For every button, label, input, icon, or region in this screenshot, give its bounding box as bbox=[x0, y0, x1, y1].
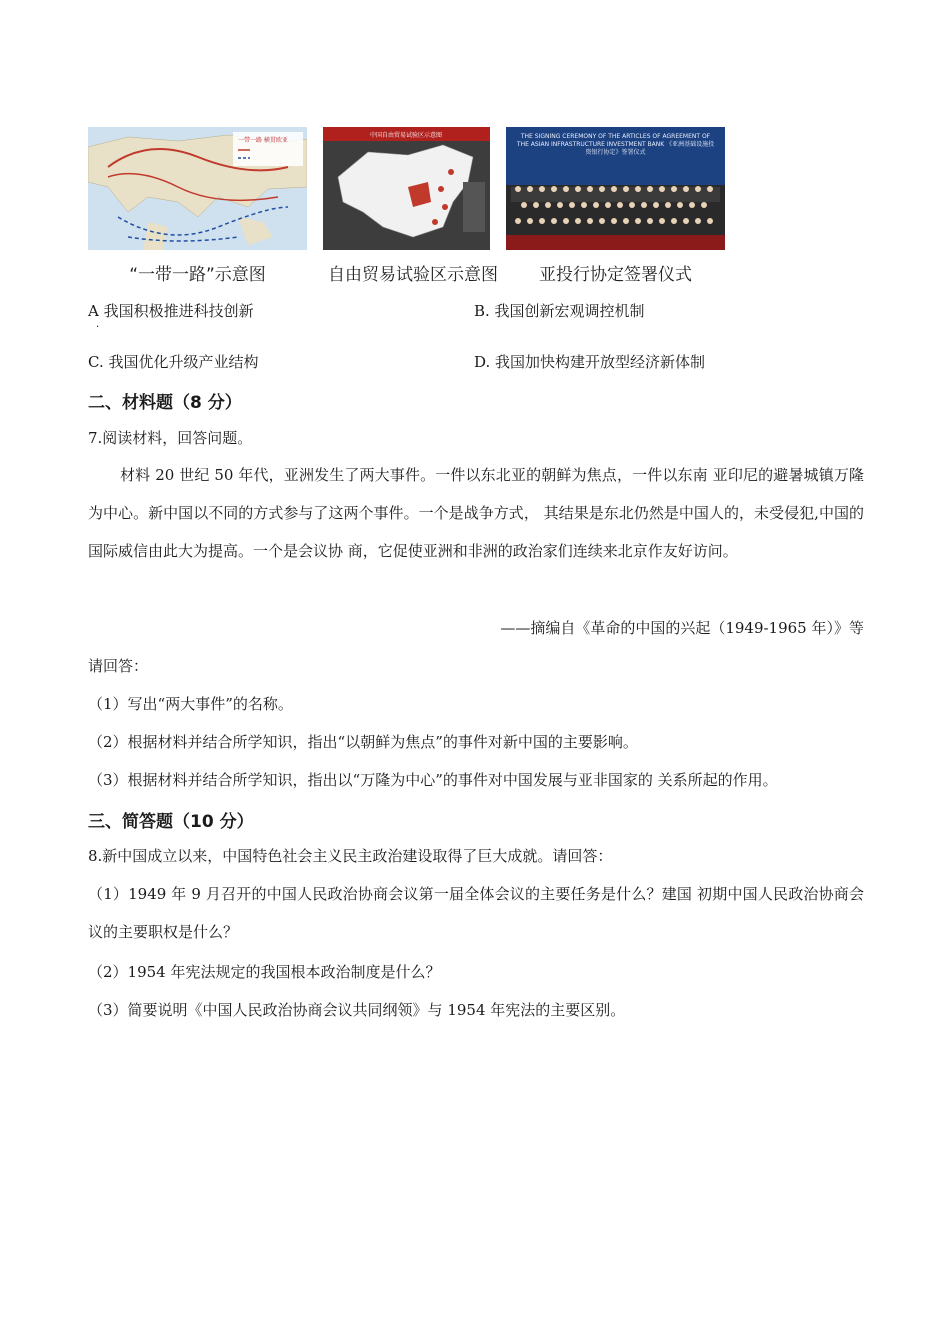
section3-title: 三、简答题（10 分） bbox=[88, 812, 254, 832]
option-c: C. 我国优化升级产业结构 bbox=[88, 353, 259, 371]
option-a-dot: · bbox=[96, 322, 100, 333]
figure-caption-belt-road: “一带一路”示意图 bbox=[129, 265, 266, 285]
question-8-2: （2）1954 年宪法规定的我国根本政治制度是什么？ bbox=[88, 963, 441, 981]
belt-road-map-image bbox=[88, 127, 307, 250]
material-text: 材料 20 世纪 50 年代，亚洲发生了两大事件。一件以东北亚的朝鲜为焦点，一件以东南 亚印尼的避暑城镇万隆为中心。新中国以不同的方式参与了这两个事件。一个是战争方式， 其结果是东北仍然是中国人的，未受侵犯,中国的国际威信由此大为提高。一个是会议协 商，它促使亚洲和非洲的政治家们连续来北京作友好访问。 bbox=[88, 466, 864, 560]
option-d: D. 我国加快构建开放型经济新体制 bbox=[474, 353, 706, 371]
aiib-ceremony-photo bbox=[506, 127, 725, 250]
belt-road-map-graphic bbox=[88, 127, 307, 250]
question-7-2: （2）根据材料并结合所学知识，指出“以朝鲜为焦点”的事件对新中国的主要影响。 bbox=[88, 733, 638, 751]
question-7-1: （1）写出“两大事件”的名称。 bbox=[88, 695, 293, 713]
question-7: 7.阅读材料，回答问题。 bbox=[88, 429, 253, 447]
question-8-1: （1）1949 年 9 月召开的中国人民政治协商会议第一届全体会议的主要任务是什么？建国 初期中国人民政治协商会议的主要职权是什么？ bbox=[88, 885, 864, 941]
aiib-banner-text: THE SIGNING CEREMONY OF THE ARTICLES OF AGREEMENT OF THE ASIAN INFRASTRUCTURE INVESTMENT BANK 《亚洲基础设施投资银行协定》签署仪式 bbox=[516, 133, 715, 156]
material-source: ——摘编自《革命的中国的兴起（1949-1965 年）》等 bbox=[500, 619, 864, 637]
question-7-3: （3）根据材料并结合所学知识，指出以“万隆为中心”的事件对中国发展与亚非国家的 关系所起的作用。 bbox=[88, 771, 778, 789]
question-8: 8.新中国成立以来，中国特色社会主义民主政治建设取得了巨大成就。请回答： bbox=[88, 847, 613, 865]
figure-caption-ftz: 自由贸易试验区示意图 bbox=[328, 265, 498, 285]
answer-prompt: 请回答： bbox=[88, 657, 149, 675]
ftz-map-title: 中国自由贸易试验区示意图 bbox=[369, 132, 443, 139]
section2-title: 二、材料题（8 分） bbox=[88, 393, 242, 413]
figure-caption-aiib: 亚投行协定签署仪式 bbox=[539, 265, 692, 285]
map-legend-title: 一带一路 横贯欧亚 bbox=[238, 137, 288, 144]
ftz-map-image bbox=[323, 127, 490, 250]
question-8-3: （3）简要说明《中国人民政治协商会议共同纲领》与 1954 年宪法的主要区别。 bbox=[88, 1001, 626, 1019]
aiib-ceremony-graphic bbox=[506, 127, 725, 250]
option-b: B. 我国创新宏观调控机制 bbox=[474, 302, 645, 320]
option-a: A 我国积极推进科技创新 bbox=[88, 302, 254, 320]
ftz-map-graphic bbox=[323, 127, 490, 250]
